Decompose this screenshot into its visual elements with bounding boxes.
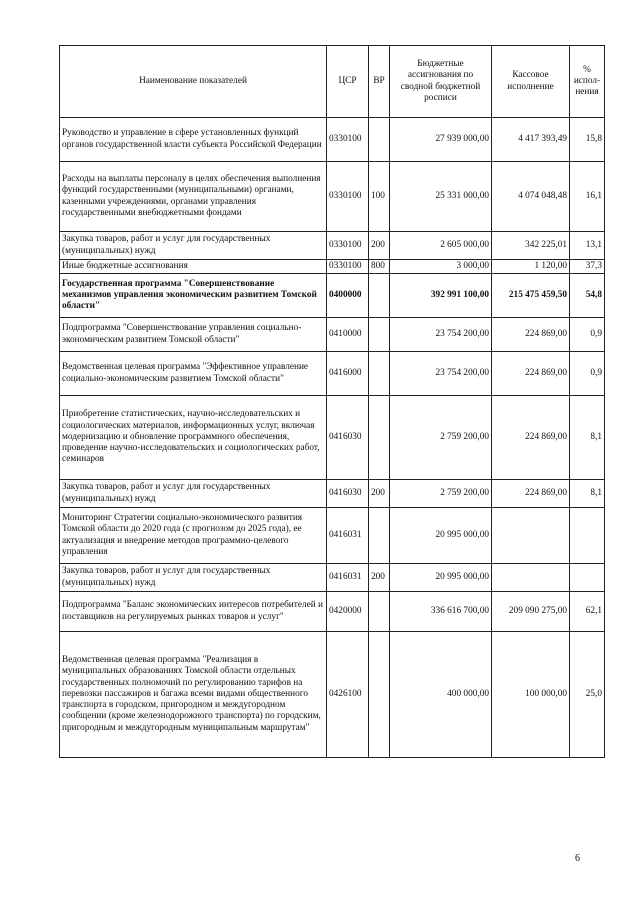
row-budget: 25 331 000,00	[390, 162, 492, 232]
row-percent: 13,1	[570, 232, 605, 260]
row-percent	[570, 564, 605, 592]
row-percent: 62,1	[570, 592, 605, 632]
row-csr: 0420000	[327, 592, 369, 632]
table-row	[60, 318, 605, 352]
row-name: Ведомственная целевая программа "Эффективное управление социально-экономическим развитием Томской области"	[60, 352, 327, 396]
row-budget: 27 939 000,00	[390, 118, 492, 162]
row-percent: 16,1	[570, 162, 605, 232]
row-budget: 2 605 000,00	[390, 232, 492, 260]
row-vr: 800	[369, 260, 390, 274]
row-vr: 200	[369, 232, 390, 260]
table-row	[60, 232, 605, 260]
row-cash: 100 000,00	[492, 632, 570, 758]
table-row	[60, 260, 605, 274]
row-csr: 0416030	[327, 396, 369, 480]
row-csr: 0400000	[327, 274, 369, 318]
table-row	[60, 396, 605, 480]
row-budget: 2 759 200,00	[390, 480, 492, 508]
row-cash	[492, 508, 570, 564]
header-row	[60, 46, 605, 118]
row-budget: 23 754 200,00	[390, 318, 492, 352]
row-vr	[369, 118, 390, 162]
row-name: Расходы на выплаты персоналу в целях обеспечения выполнения функций государственными (муниципальными) органами, казенными учреждениями, органами управления государственными внебюджетными фондами	[60, 162, 327, 232]
header-cash: Кассовое исполнение	[492, 46, 570, 118]
table-row	[60, 564, 605, 592]
row-cash: 224 869,00	[492, 318, 570, 352]
row-vr	[369, 318, 390, 352]
row-vr	[369, 352, 390, 396]
row-cash: 215 475 459,50	[492, 274, 570, 318]
row-name: Руководство и управление в сфере установленных функций органов государственной власти субъекта Российской Федерации	[60, 118, 327, 162]
row-csr: 0426100	[327, 632, 369, 758]
table-row	[60, 480, 605, 508]
row-percent	[570, 508, 605, 564]
row-percent: 54,8	[570, 274, 605, 318]
row-csr: 0416000	[327, 352, 369, 396]
row-name: Приобретение статистических, научно-исследовательских и социологических материалов, информационных услуг, включая модернизацию и обновление программного обеспечения, проведение научно-исследовательских и социологических работ, семинаров	[60, 396, 327, 480]
row-percent: 8,1	[570, 480, 605, 508]
row-csr: 0416031	[327, 564, 369, 592]
row-name: Ведомственная целевая программа "Реализация в муниципальных образованиях Томской области отдельных государственных полномочий по регулированию тарифов на перевозки пассажиров и багажа всеми видами общественного транспорта в городском, пригородном и междугородном сообщении (кроме железнодорожного транспорта) по городским, пригородным и междугородным муниципальным маршрутам"	[60, 632, 327, 758]
row-name: Подпрограмма "Совершенствование управления социально-экономическим развитием Томской области"	[60, 318, 327, 352]
row-csr: 0410000	[327, 318, 369, 352]
row-csr: 0416030	[327, 480, 369, 508]
row-budget: 2 759 200,00	[390, 396, 492, 480]
row-budget: 3 000,00	[390, 260, 492, 274]
row-percent: 25,0	[570, 632, 605, 758]
table-row	[60, 118, 605, 162]
row-cash	[492, 564, 570, 592]
row-percent: 8,1	[570, 396, 605, 480]
row-csr: 0416031	[327, 508, 369, 564]
row-name: Подпрограмма "Баланс экономических интересов потребителей и поставщиков на регулируемых рынках товаров и услуг"	[60, 592, 327, 632]
header-budget: Бюджетные ассигнования по сводной бюджетной росписи	[390, 46, 492, 118]
table-row	[60, 592, 605, 632]
row-cash: 1 120,00	[492, 260, 570, 274]
row-vr	[369, 274, 390, 318]
row-budget: 20 995 000,00	[390, 508, 492, 564]
row-vr	[369, 632, 390, 758]
table-row	[60, 508, 605, 564]
row-budget: 20 995 000,00	[390, 564, 492, 592]
row-name: Закупка товаров, работ и услуг для государственных (муниципальных) нужд	[60, 564, 327, 592]
row-percent: 15,8	[570, 118, 605, 162]
row-vr	[369, 592, 390, 632]
table-row	[60, 162, 605, 232]
row-name: Мониторинг Стратегии социально-экономического развития Томской области до 2020 года (с прогнозом до 2025 года), ее актуализация и внедрение методов программно-целевого управления	[60, 508, 327, 564]
row-percent: 0,9	[570, 318, 605, 352]
row-cash: 4 074 048,48	[492, 162, 570, 232]
header-csr: ЦСР	[327, 46, 369, 118]
row-budget: 400 000,00	[390, 632, 492, 758]
row-vr	[369, 396, 390, 480]
row-name: Закупка товаров, работ и услуг для государственных (муниципальных) нужд	[60, 232, 327, 260]
row-cash: 209 090 275,00	[492, 592, 570, 632]
table-row	[60, 632, 605, 758]
row-budget: 336 616 700,00	[390, 592, 492, 632]
row-budget: 23 754 200,00	[390, 352, 492, 396]
row-vr: 100	[369, 162, 390, 232]
row-name: Государственная программа "Совершенствование механизмов управления экономическим развитием Томской области"	[60, 274, 327, 318]
table-row	[60, 352, 605, 396]
row-budget: 392 991 100,00	[390, 274, 492, 318]
header-vr: ВР	[369, 46, 390, 118]
row-vr: 200	[369, 480, 390, 508]
page-number: 6	[575, 853, 580, 864]
table-row	[60, 274, 605, 318]
row-cash: 224 869,00	[492, 480, 570, 508]
row-cash: 224 869,00	[492, 352, 570, 396]
row-vr	[369, 508, 390, 564]
row-csr: 0330100	[327, 232, 369, 260]
row-vr: 200	[369, 564, 390, 592]
row-name: Закупка товаров, работ и услуг для государственных (муниципальных) нужд	[60, 480, 327, 508]
row-csr: 0330100	[327, 162, 369, 232]
row-cash: 342 225,01	[492, 232, 570, 260]
row-cash: 224 869,00	[492, 396, 570, 480]
row-percent: 0,9	[570, 352, 605, 396]
header-name: Наименование показателей	[60, 46, 327, 118]
budget-execution-table	[59, 45, 605, 758]
row-csr: 0330100	[327, 260, 369, 274]
row-name: Иные бюджетные ассигнования	[60, 260, 327, 274]
row-cash: 4 417 393,49	[492, 118, 570, 162]
header-percent: % испол-нения	[570, 46, 605, 118]
row-percent: 37,3	[570, 260, 605, 274]
row-csr: 0330100	[327, 118, 369, 162]
